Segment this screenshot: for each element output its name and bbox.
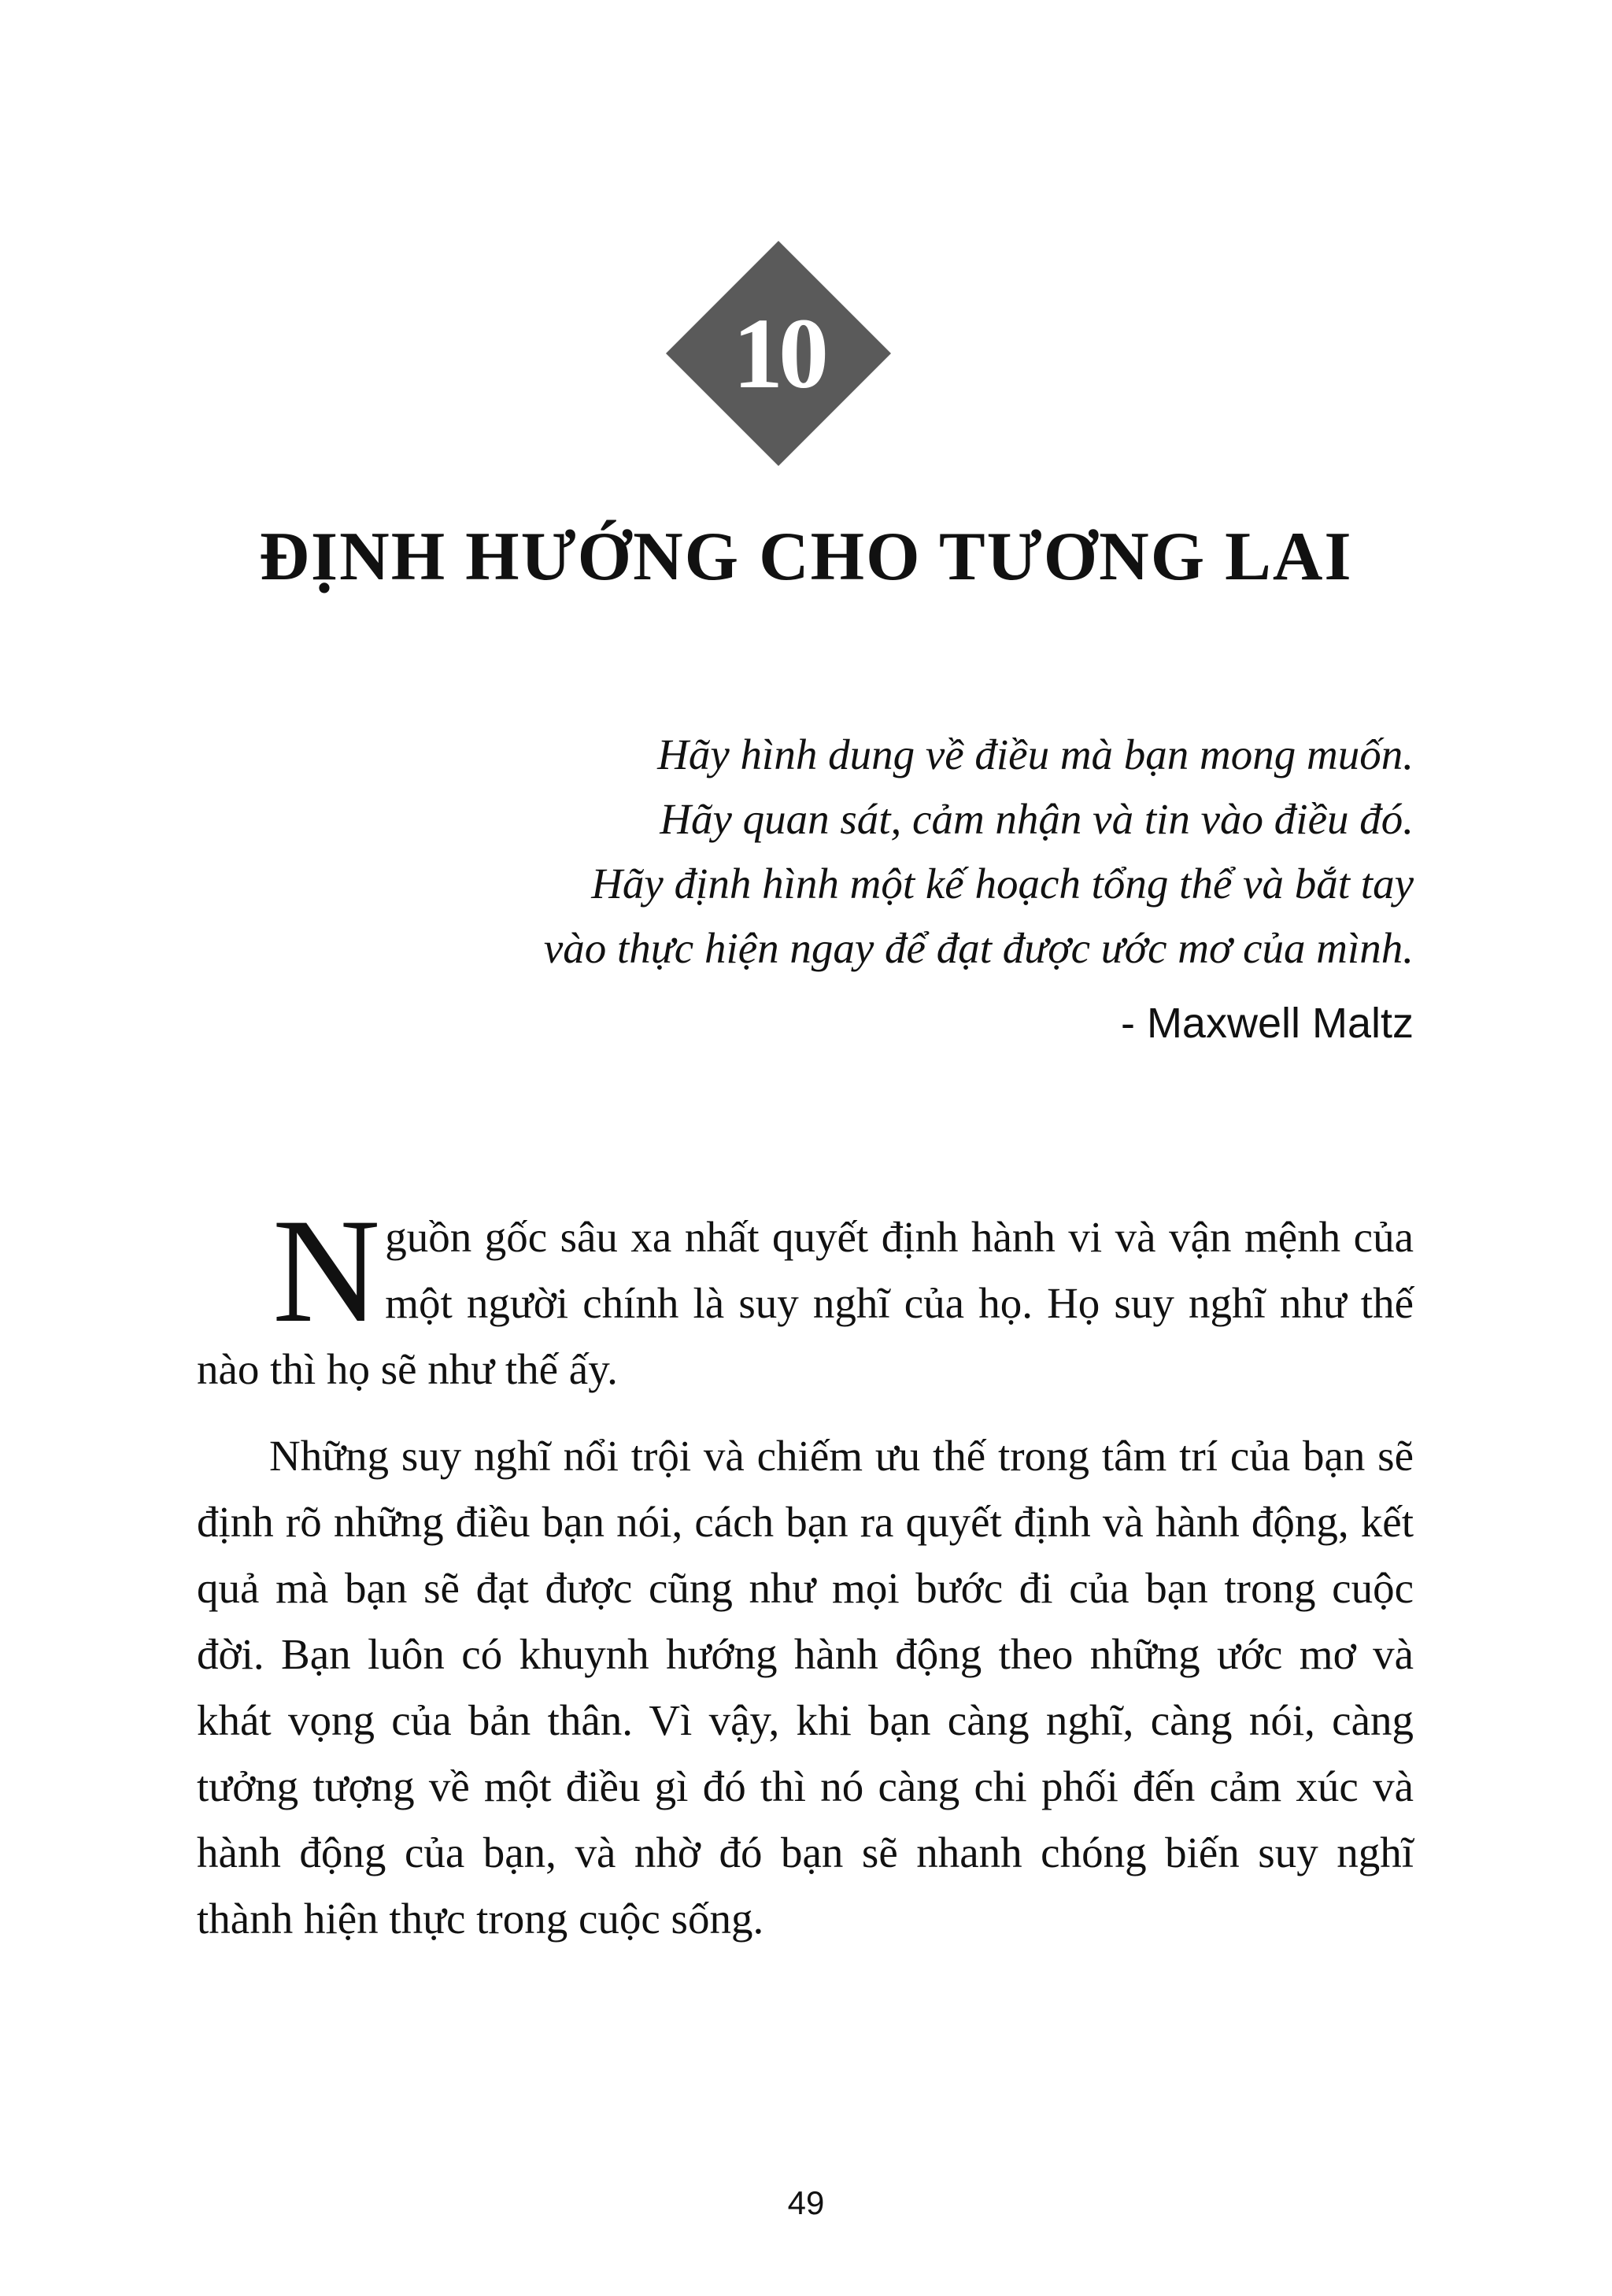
epigraph-author: - Maxwell Maltz <box>1120 1000 1414 1047</box>
page-number: 49 <box>787 2184 825 2221</box>
chapter-number-badge <box>666 241 891 466</box>
chapter-number: 10 <box>733 298 824 409</box>
epigraph-line: vào thực hiện ngay để đạt được ước mơ của mình. <box>543 924 1414 972</box>
epigraph-line: Hãy hình dung về điều mà bạn mong muốn. <box>657 730 1414 778</box>
chapter-title: ĐỊNH HƯỚNG CHO TƯƠNG LAI <box>259 519 1353 595</box>
epigraph-line: Hãy định hình một kế hoạch tổng thể và bắt tay <box>591 860 1414 908</box>
body-text <box>197 1189 1414 1972</box>
epigraph-line: Hãy quan sát, cảm nhận và tin vào điều đó. <box>660 795 1414 843</box>
paragraph-1-text: guồn gốc sâu xa nhất quyết định hành vi và vận mệnh của một người chính là suy nghĩ của họ. Họ suy nghĩ như thế nào thì họ sẽ như thế ấy. <box>197 1213 1414 1393</box>
paragraph-1 <box>197 1189 1414 1403</box>
epigraph-quote <box>315 723 1414 1055</box>
paragraph-2: Những suy nghĩ nổi trội và chiếm ưu thế trong tâm trí của bạn sẽ định rõ những điều bạn nói, cách bạn ra quyết định và hành động, kết quả mà bạn sẽ đạt được cũng như mọi bước đi của bạn trong cuộc đời. Bạn luôn có khuynh hướng hành động theo những ước mơ và khát vọng của bản thân. Vì vậy, khi bạn càng nghĩ, càng nói, càng tưởng tượng về một điều gì đó thì nó càng chi phối đến cảm xúc và hành động của bạn, và nhờ đó bạn sẽ nhanh chóng biến suy nghĩ thành hiện thực trong cuộc sống. <box>197 1432 1414 1943</box>
drop-cap: N <box>272 1189 381 1354</box>
